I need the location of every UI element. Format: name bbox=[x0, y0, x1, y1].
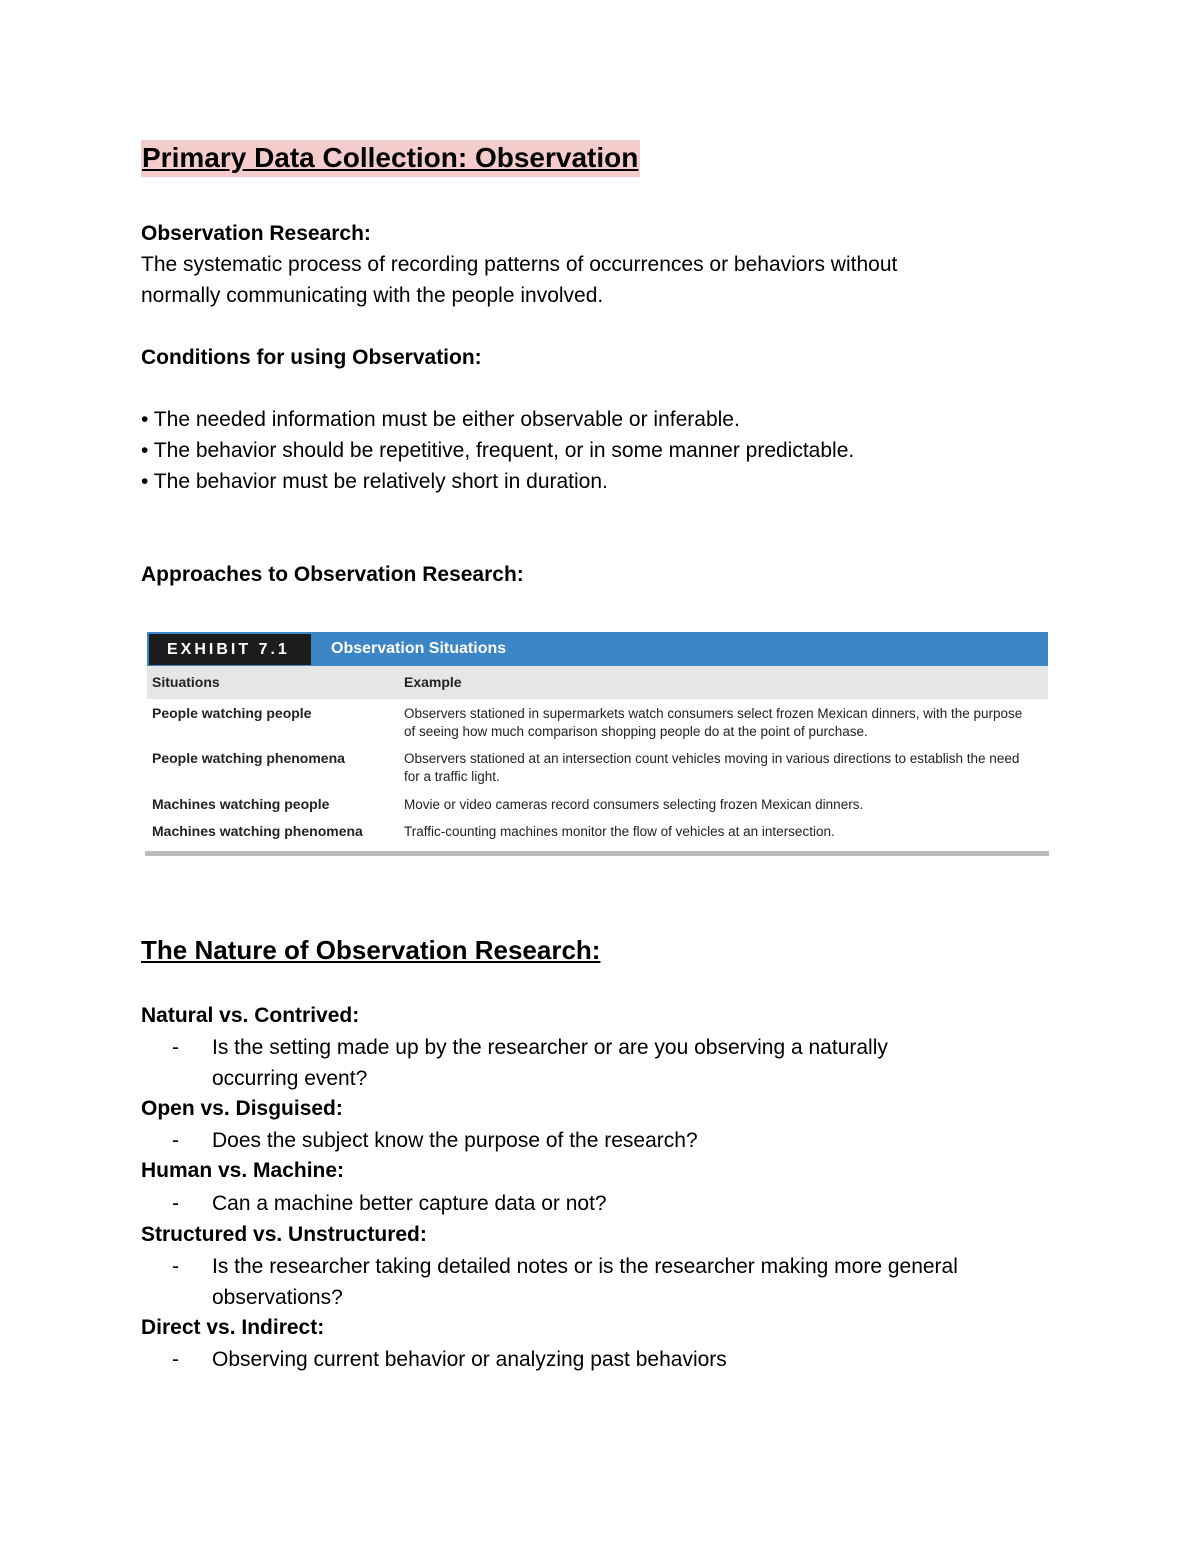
example-cell: Observers stationed at an intersection count vehicles moving in various directions to establish the need for a traffic light. bbox=[404, 751, 1020, 784]
condition-item: • The behavior should be repetitive, frequent, or in some manner predictable. bbox=[141, 439, 855, 462]
example-cell: Observers stationed in supermarkets watch consumers select frozen Mexican dinners, with the purpose of seeing how much comparison shopping people do at the point of purchase. bbox=[404, 706, 1023, 739]
column-header-situations: Situations bbox=[152, 674, 220, 690]
nature-item-text: Can a machine better capture data or not? bbox=[212, 1192, 607, 1215]
nature-item-text: observations? bbox=[212, 1286, 343, 1309]
observation-research-definition-line-1: The systematic process of recording patterns of occurrences or behaviors without bbox=[141, 253, 898, 276]
exhibit-column-header bbox=[147, 666, 1048, 699]
nature-item-heading: Structured vs. Unstructured: bbox=[141, 1223, 427, 1246]
example-cell: Traffic-counting machines monitor the flow of vehicles at an intersection. bbox=[404, 824, 835, 839]
situation-cell: People watching phenomena bbox=[152, 750, 345, 766]
situation-cell: Machines watching phenomena bbox=[152, 823, 363, 839]
situation-cell: Machines watching people bbox=[152, 796, 330, 812]
dash-bullet: - bbox=[172, 1348, 179, 1371]
dash-bullet: - bbox=[172, 1255, 179, 1278]
condition-item: • The needed information must be either observable or inferable. bbox=[141, 408, 740, 431]
column-header-example: Example bbox=[404, 674, 462, 690]
dash-bullet: - bbox=[172, 1036, 179, 1059]
nature-item-heading: Natural vs. Contrived: bbox=[141, 1004, 360, 1027]
condition-item: • The behavior must be relatively short in duration. bbox=[141, 470, 608, 493]
example-cell: Movie or video cameras record consumers selecting frozen Mexican dinners. bbox=[404, 797, 864, 812]
nature-item-text: Is the researcher taking detailed notes or is the researcher making more general bbox=[212, 1255, 958, 1278]
nature-item-heading: Human vs. Machine: bbox=[141, 1159, 345, 1182]
nature-item-heading: Open vs. Disguised: bbox=[141, 1097, 343, 1120]
observation-research-definition-line-2: normally communicating with the people involved. bbox=[141, 284, 604, 307]
exhibit-title: Observation Situations bbox=[331, 640, 507, 657]
nature-item-heading: Direct vs. Indirect: bbox=[141, 1316, 325, 1339]
nature-item-text: Is the setting made up by the researcher or are you observing a naturally bbox=[212, 1036, 888, 1059]
situation-cell: People watching people bbox=[152, 705, 312, 721]
exhibit-bottom-rule bbox=[145, 851, 1049, 856]
nature-item-text: occurring event? bbox=[212, 1067, 368, 1090]
exhibit-label: EXHIBIT 7.1 bbox=[149, 634, 311, 665]
approaches-heading: Approaches to Observation Research: bbox=[141, 563, 524, 586]
exhibit-table bbox=[147, 632, 1048, 858]
nature-item-text: Observing current behavior or analyzing past behaviors bbox=[212, 1348, 727, 1371]
dash-bullet: - bbox=[172, 1129, 179, 1152]
exhibit-header-bar bbox=[147, 632, 1048, 666]
dash-bullet: - bbox=[172, 1192, 179, 1215]
observation-research-heading: Observation Research: bbox=[141, 222, 371, 245]
nature-item-text: Does the subject know the purpose of the research? bbox=[212, 1129, 698, 1152]
nature-title: The Nature of Observation Research: bbox=[141, 935, 601, 965]
conditions-heading: Conditions for using Observation: bbox=[141, 346, 482, 369]
page-title: Primary Data Collection: Observation bbox=[141, 140, 640, 177]
